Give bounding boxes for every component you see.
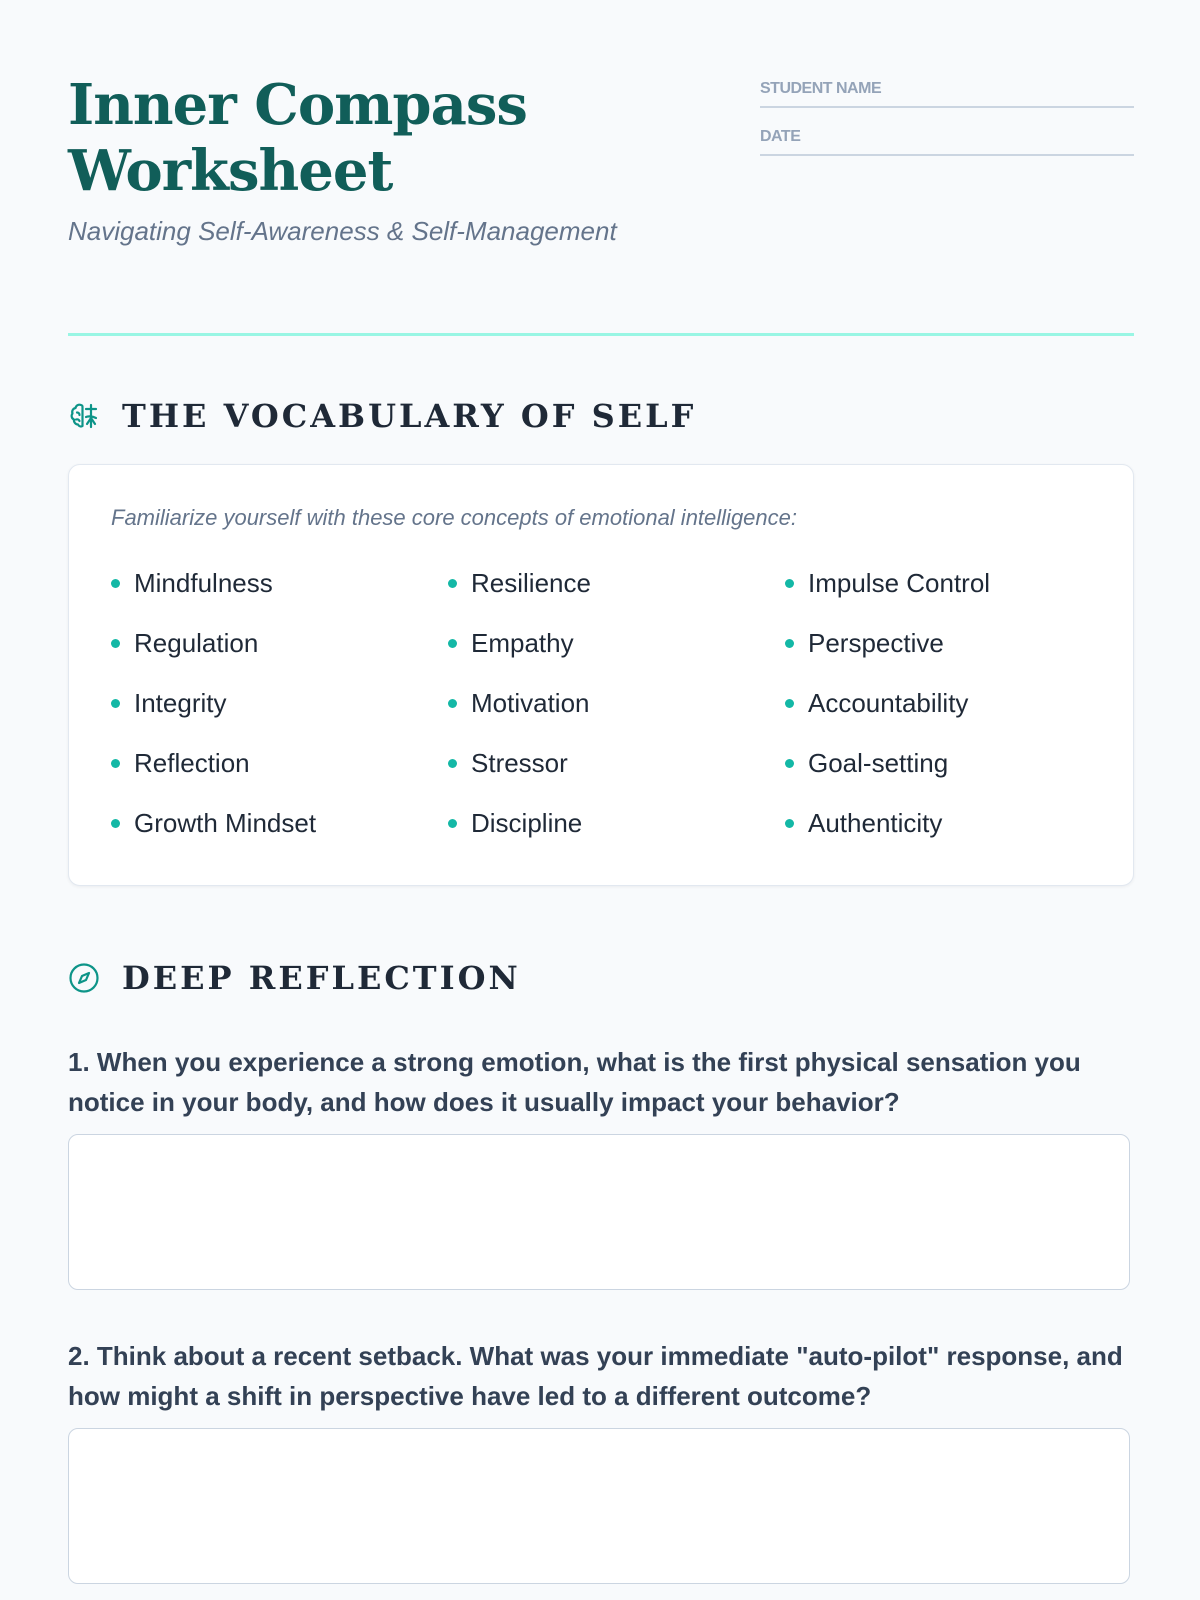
bullet-icon xyxy=(448,699,457,708)
question-1: 1. When you experience a strong emotion, what is the first physical sensation you notice in your body, and how does it usually impact your behavior? xyxy=(68,1047,1081,1117)
question-2: 2. Think about a recent setback. What was your immediate "auto-pilot" response, and how might a shift in perspective have led to a different outcome? xyxy=(68,1341,1123,1411)
list-item xyxy=(785,805,1121,841)
list-item xyxy=(448,625,785,661)
vocab-term: Growth Mindset xyxy=(134,807,317,838)
bullet-icon xyxy=(111,579,120,588)
list-item xyxy=(785,745,1121,781)
bullet-icon xyxy=(448,819,457,828)
vocab-term: Accountability xyxy=(808,687,969,718)
vocab-term: Regulation xyxy=(134,627,259,658)
reflection-title: DEEP REFLECTION xyxy=(122,959,521,997)
vocabulary-heading xyxy=(68,396,696,436)
bullet-icon xyxy=(111,759,120,768)
list-item xyxy=(448,685,785,721)
vocab-term: Impulse Control xyxy=(808,567,991,598)
bullet-icon xyxy=(785,819,794,828)
reflection-heading xyxy=(68,958,521,998)
vocab-term: Authenticity xyxy=(808,807,943,838)
list-item xyxy=(111,565,448,601)
student-name-label: STUDENT NAME xyxy=(760,80,882,97)
date-label: DATE xyxy=(760,128,801,145)
page-subtitle: Navigating Self-Awareness & Self-Management xyxy=(68,216,617,246)
bullet-icon xyxy=(448,639,457,648)
bullet-icon xyxy=(448,759,457,768)
vocab-term: Mindfulness xyxy=(134,567,273,598)
bullet-icon xyxy=(111,639,120,648)
date-field[interactable] xyxy=(760,128,1134,156)
worksheet-header xyxy=(68,0,1134,260)
vocabulary-title: THE VOCABULARY OF SELF xyxy=(122,397,697,435)
header-divider xyxy=(68,333,1134,336)
bullet-icon xyxy=(448,579,457,588)
list-item xyxy=(111,625,448,661)
bullet-icon xyxy=(785,699,794,708)
answer-2-input[interactable] xyxy=(68,1428,1130,1584)
list-item xyxy=(785,565,1121,601)
vocabulary-intro: Familiarize yourself with these core concepts of emotional intelligence: xyxy=(111,505,797,530)
vocabulary-list xyxy=(111,565,1121,865)
list-item xyxy=(448,805,785,841)
list-item xyxy=(111,745,448,781)
bullet-icon xyxy=(111,699,120,708)
bullet-icon xyxy=(785,579,794,588)
student-name-field[interactable] xyxy=(760,80,1134,108)
list-item xyxy=(111,805,448,841)
list-item xyxy=(785,685,1121,721)
vocab-term: Resilience xyxy=(471,567,591,598)
page-title: Inner Compass Worksheet xyxy=(68,72,527,204)
vocab-term: Perspective xyxy=(808,627,944,658)
bullet-icon xyxy=(111,819,120,828)
vocab-term: Discipline xyxy=(471,807,583,838)
vocabulary-card xyxy=(68,464,1134,886)
worksheet-page xyxy=(68,0,1134,1411)
vocab-term: Motivation xyxy=(471,687,590,718)
bullet-icon xyxy=(785,639,794,648)
bullet-icon xyxy=(785,759,794,768)
vocab-term: Integrity xyxy=(134,687,227,718)
list-item xyxy=(111,685,448,721)
list-item xyxy=(785,625,1121,661)
list-item xyxy=(448,565,785,601)
answer-1-input[interactable] xyxy=(68,1134,1130,1290)
vocab-term: Empathy xyxy=(471,627,574,658)
student-meta xyxy=(760,80,1134,176)
list-item xyxy=(448,745,785,781)
vocab-term: Reflection xyxy=(134,747,250,778)
vocab-term: Goal-setting xyxy=(808,747,949,778)
brain-icon xyxy=(68,400,100,432)
vocab-term: Stressor xyxy=(471,747,568,778)
compass-icon xyxy=(68,962,100,994)
